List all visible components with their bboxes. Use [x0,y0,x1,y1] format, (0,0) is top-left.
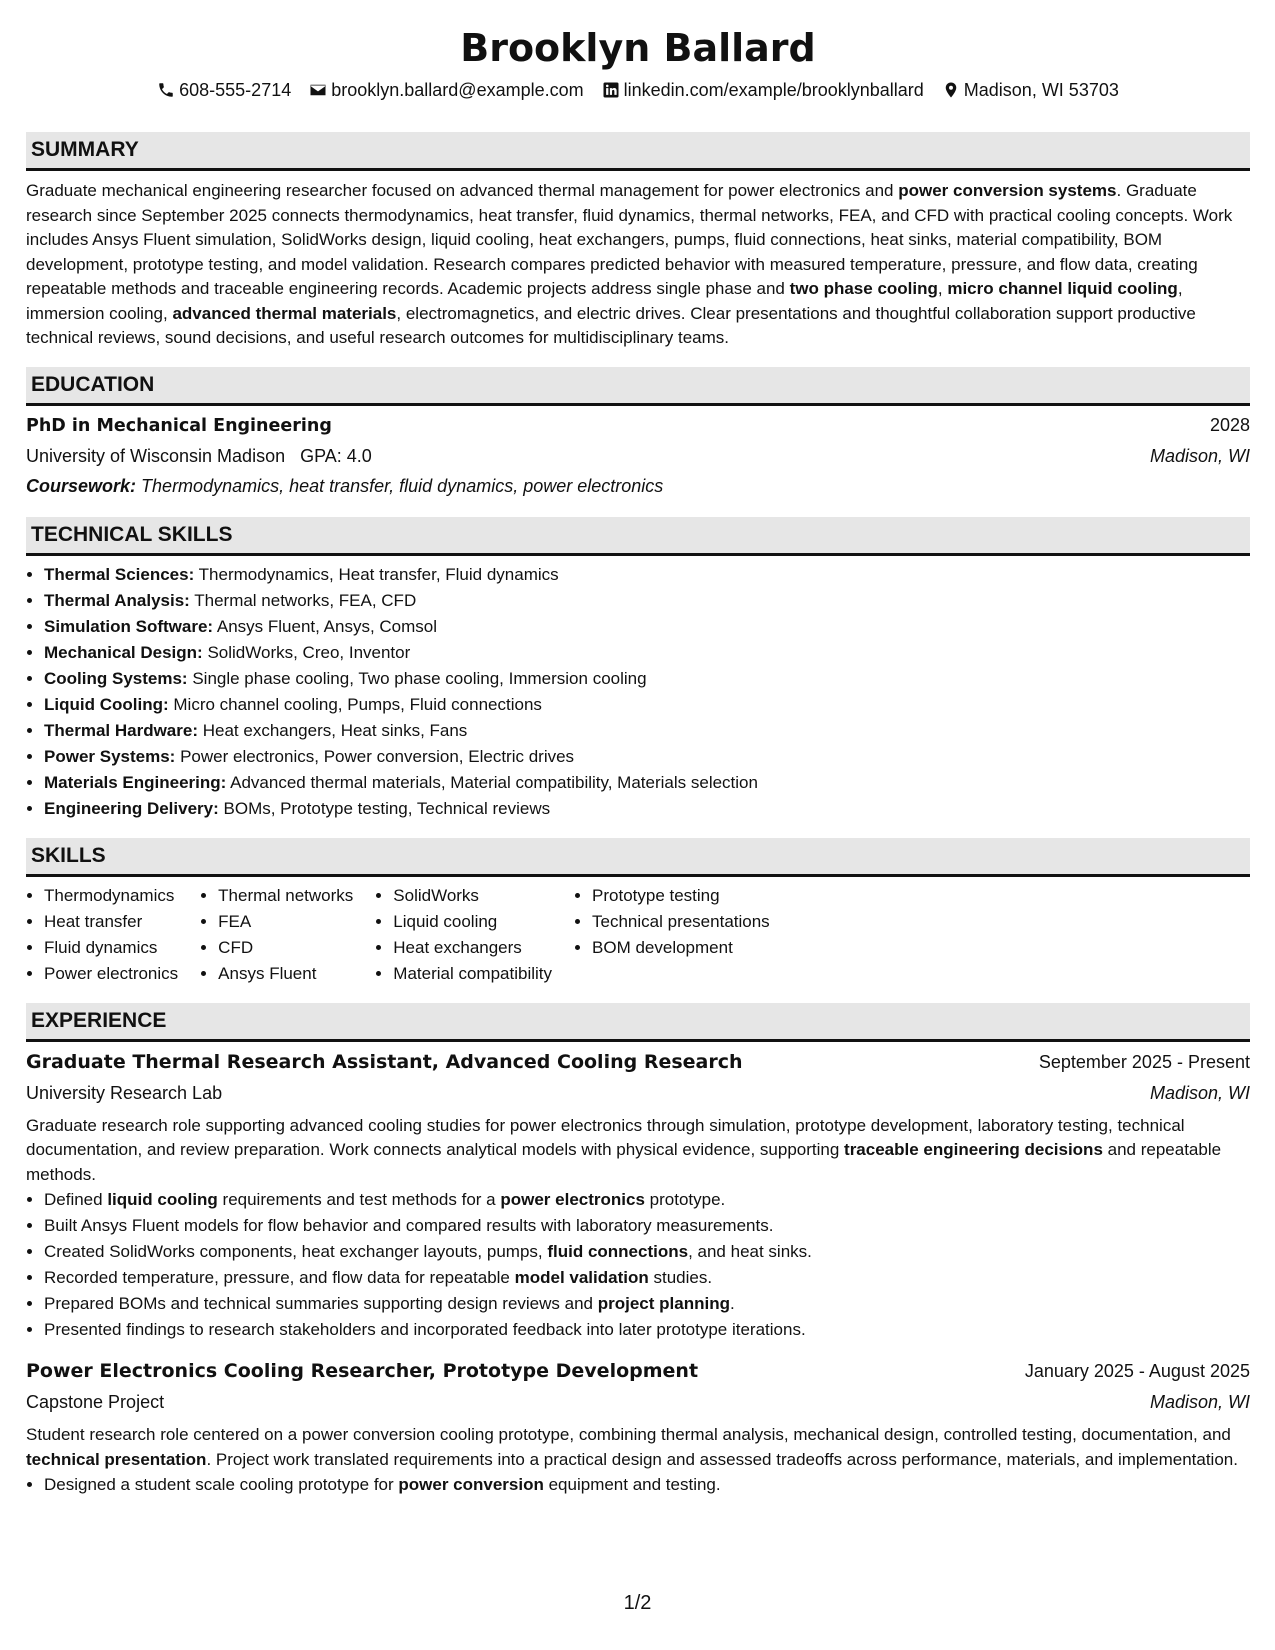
section-heading-experience: EXPERIENCE [26,1003,1250,1042]
skill-item: • FEA [218,909,353,935]
technical-skill-label: Thermal Hardware: [44,720,198,740]
technical-skill-value: Ansys Fluent, Ansys, Comsol [216,616,438,636]
technical-skill-label: Thermal Sciences: [44,564,195,584]
skill-item: • CFD [218,935,353,961]
skills-column [26,883,178,987]
technical-skill-label: Mechanical Design: [44,642,203,662]
email-text: brooklyn.ballard@example.com [331,80,584,100]
graduation-year: 2028 [1209,414,1250,435]
skill-item: • Fluid dynamics [44,935,178,961]
job-entry [26,1046,1250,1344]
job-location: Madison, WI [1149,1392,1250,1412]
skill-item: • Ansys Fluent [218,961,353,987]
technical-skill-item [44,614,1250,640]
technical-skill-value: Micro channel cooling, Pumps, Fluid connections [173,694,542,714]
contact-email[interactable] [309,78,583,102]
education-entry [26,410,1250,501]
location-text: Madison, WI 53703 [963,80,1119,100]
skill-item: • BOM development [592,935,770,961]
job-header [26,1355,1250,1387]
school: University of Wisconsin Madison [26,445,286,466]
section-heading-skills: SKILLS [26,838,1250,877]
job-bullet: • Built Ansys Fluent models for flow behavior and compared results with laboratory measurements. [44,1213,1250,1239]
job-bullets [26,1472,1250,1498]
technical-skill-value: Thermodynamics, Heat transfer, Fluid dynamics [198,564,559,584]
gpa: GPA: 4.0 [300,445,372,466]
technical-skill-value: Heat exchangers, Heat sinks, Fans [202,720,468,740]
map-pin-icon [942,81,960,99]
education-location: Madison, WI [1149,445,1250,466]
technical-skill-label: Simulation Software: [44,616,214,636]
job-org: Capstone Project [26,1392,165,1412]
skill-item: • SolidWorks [393,883,552,909]
skills-column [200,883,353,987]
linkedin-icon [602,81,620,99]
job-bullet: • Designed a student scale cooling prototype for power conversion equipment and testing. [44,1472,1250,1498]
technical-skill-item [44,770,1250,796]
coursework-list: Thermodynamics, heat transfer, fluid dynamics, power electronics [141,475,664,496]
technical-skill-value: Power electronics, Power conversion, Electric drives [180,746,575,766]
skills-column [375,883,552,987]
job-org: University Research Lab [26,1082,223,1103]
section-heading-summary: SUMMARY [26,132,1250,171]
phone-icon [157,81,175,99]
technical-skill-item [44,666,1250,692]
technical-skill-label: Liquid Cooling: [44,694,169,714]
skill-item: • Power electronics [44,961,178,987]
technical-skill-label: Power Systems: [44,746,176,766]
job-entry [26,1355,1250,1498]
candidate-name: Brooklyn Ballard [460,26,816,70]
skill-item: • Heat transfer [44,909,178,935]
technical-skill-item [44,796,1250,822]
section-heading-technical-skills: TECHNICAL SKILLS [26,517,1250,556]
page-number: 1/2 [623,1592,652,1614]
envelope-icon [309,81,327,99]
job-description: Student research role centered on a power conversion cooling prototype, combining thermal analysis, mechanical design, controlled testing, documentation, and technical presentation. Project work translated requirements into a practical design and assessed tradeoffs across performance, materials, and implementation. [26,1425,1238,1469]
coursework-label: Coursework: [26,475,137,496]
technical-skill-item [44,588,1250,614]
job-dates: September 2025 - Present [1038,1051,1250,1072]
summary-text: Graduate mechanical engineering researcher focused on advanced thermal management for power electronics and power conversion systems. Graduate research since September 2025 connects thermodynamics, heat transfer, fluid dynamics, thermal networks, FEA, and CFD with practical cooling concepts. Work includes Ansys Fluent simulation, SolidWorks design, liquid cooling, heat exchangers, pumps, fluid connections, heat sinks, material compatibility, BOM development, prototype testing, and model validation. Research compares predicted behavior with measured temperature, pressure, and flow data, creating repeatable methods and traceable engineering records. Academic projects address single phase and two phase cooling, micro channel liquid cooling, immersion cooling, advanced thermal materials, electromagnetics, and electric drives. Clear presentations and thoughtful collaboration support productive technical reviews, sound decisions, and useful research outcomes for multidisciplinary teams. [26,181,1233,347]
technical-skill-item [44,640,1250,666]
technical-skill-value: Single phase cooling, Two phase cooling, Immersion cooling [192,668,647,688]
job-title: Graduate Thermal Research Assistant, Advanced Cooling Research [26,1050,743,1073]
contact-phone [157,78,291,102]
linkedin-text: linkedin.com/example/brooklynballard [623,80,924,100]
skills-column [574,883,770,987]
contact-bar [26,78,1250,102]
skill-item: • Thermal networks [218,883,353,909]
skill-item: • Liquid cooling [393,909,552,935]
job-bullet: • Defined liquid cooling requirements and test methods for a power electronics prototype. [44,1187,1250,1213]
skill-item: • Material compatibility [393,961,552,987]
coursework [26,471,1250,501]
job-bullet: • Prepared BOMs and technical summaries supporting design reviews and project planning. [44,1291,1250,1317]
contact-location [942,78,1119,102]
job-bullet: • Created SolidWorks components, heat exchanger layouts, pumps, fluid connections, and heat sinks. [44,1239,1250,1265]
experience-list [26,1046,1250,1499]
skill-item: • Prototype testing [592,883,770,909]
skill-item: • Heat exchangers [393,935,552,961]
job-org-row [26,1078,1250,1108]
technical-skill-item [44,562,1250,588]
technical-skills-list [26,562,1250,822]
job-bullet: • Presented findings to research stakeholders and incorporated feedback into later prototype iterations. [44,1317,1250,1343]
technical-skill-item [44,692,1250,718]
technical-skill-label: Materials Engineering: [44,772,227,792]
degree: PhD in Mechanical Engineering [26,415,332,436]
contact-linkedin[interactable] [602,78,924,102]
technical-skill-label: Thermal Analysis: [44,590,190,610]
technical-skill-value: Advanced thermal materials, Material compatibility, Materials selection [230,772,758,792]
technical-skill-value: Thermal networks, FEA, CFD [194,590,417,610]
job-dates: January 2025 - August 2025 [1024,1361,1250,1381]
job-header [26,1046,1250,1078]
skill-item: • Technical presentations [592,909,770,935]
technical-skill-label: Engineering Delivery: [44,798,219,818]
job-bullets [26,1187,1250,1343]
job-org-row [26,1387,1250,1417]
job-title: Power Electronics Cooling Researcher, Prototype Development [26,1360,699,1382]
technical-skill-value: SolidWorks, Creo, Inventor [207,642,411,662]
skill-item: • Thermodynamics [44,883,178,909]
phone-text: 608-555-2714 [179,80,292,100]
technical-skill-label: Cooling Systems: [44,668,188,688]
job-location: Madison, WI [1149,1082,1250,1103]
section-heading-education: EDUCATION [26,367,1250,406]
technical-skill-item [44,744,1250,770]
skills-grid [26,883,1250,987]
resume-page [26,24,1250,1498]
technical-skill-item [44,718,1250,744]
job-description: Graduate research role supporting advanced cooling studies for power electronics through simulation, prototype development, laboratory testing, technical documentation, and review preparation. Work connects analytical models with physical evidence, supporting traceable engineering decisions and repeatable methods. [26,1115,1222,1184]
job-bullet: • Recorded temperature, pressure, and flow data for repeatable model validation studies. [44,1265,1250,1291]
technical-skill-value: BOMs, Prototype testing, Technical reviews [223,798,551,818]
